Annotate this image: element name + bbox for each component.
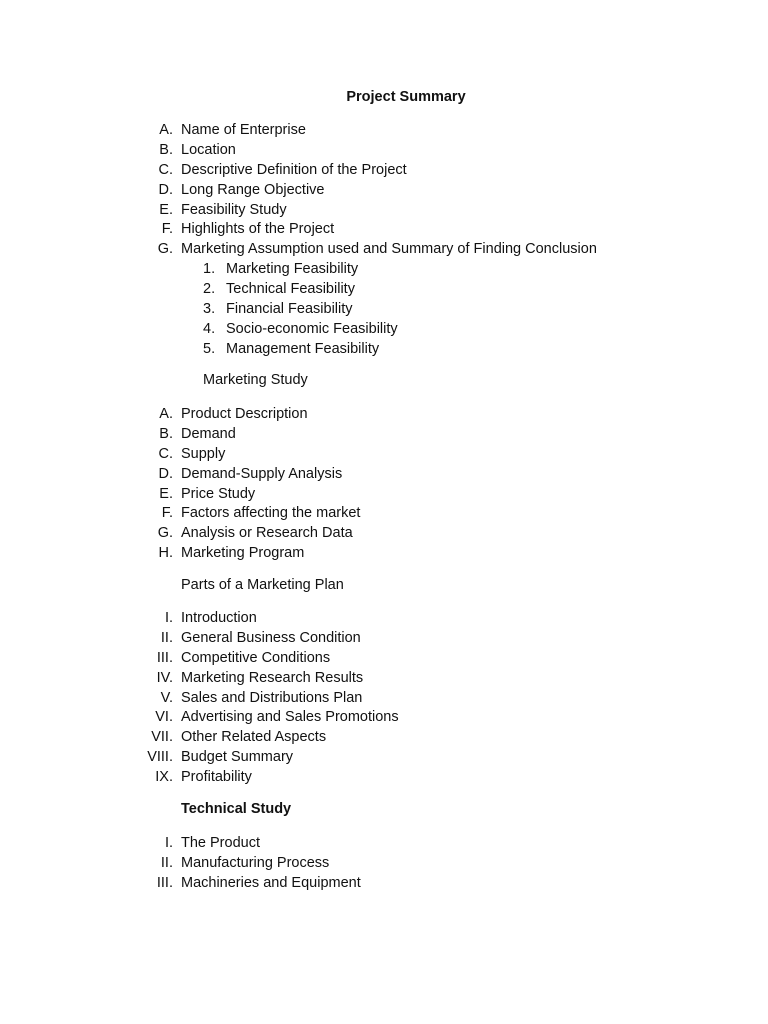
list-marker: VII.: [151, 729, 173, 746]
list-marker: IV.: [156, 669, 173, 686]
list-item-text: The Product: [181, 835, 260, 851]
list-marker: C.: [158, 161, 173, 178]
list-marker: II.: [160, 854, 173, 871]
list-item-text: Machineries and Equipment: [181, 874, 361, 891]
list-item-text: Feasibility Study: [181, 201, 287, 218]
list-marker: D.: [158, 181, 173, 198]
list-item-text: General Business Condition: [181, 629, 361, 646]
list-marker: 2.: [203, 280, 216, 297]
marketing-plan-heading: Parts of a Marketing Plan: [181, 577, 344, 593]
list-item-text: Supply: [181, 445, 226, 462]
list-marker: D.: [158, 465, 173, 482]
list-marker: 5.: [203, 340, 216, 357]
list-item-text: Other Related Aspects: [181, 729, 327, 746]
list-marker: A.: [159, 122, 173, 138]
list-item-text: Manufacturing Process: [181, 854, 330, 871]
list-marker: VIII.: [147, 749, 173, 766]
technical-study-heading: Technical Study: [181, 801, 292, 817]
list-item-text: Budget Summary: [181, 749, 294, 766]
list-item-text: Introduction: [181, 610, 257, 626]
list-item-text: Name of Enterprise: [181, 122, 306, 138]
marketing-study-heading: Marketing Study: [203, 372, 308, 388]
list-marker: F.: [161, 505, 173, 522]
page-title: Project Summary: [346, 89, 466, 105]
list-marker: G.: [157, 525, 173, 542]
list-marker: VI.: [155, 709, 173, 726]
list-marker: C.: [158, 445, 173, 462]
list-item-text: Technical Feasibility: [226, 280, 355, 297]
list-item-text: Financial Feasibility: [226, 300, 353, 317]
list-marker: 4.: [203, 320, 216, 337]
list-marker: 3.: [203, 300, 216, 317]
list-marker: B.: [159, 425, 173, 442]
list-marker: V.: [160, 689, 173, 706]
list-item-text: Marketing Research Results: [181, 669, 364, 686]
list-item-text: Demand: [181, 425, 236, 442]
list-item-text: Socio-economic Feasibility: [226, 320, 398, 337]
list-item-text: Management Feasibility: [226, 340, 380, 357]
list-marker: II.: [160, 629, 173, 646]
list-marker: IX.: [155, 769, 173, 786]
list-marker: 1.: [203, 261, 216, 277]
list-item-text: Long Range Objective: [181, 181, 325, 198]
list-marker: F.: [161, 221, 173, 238]
list-marker: G.: [157, 241, 173, 258]
list-item-text: Factors affecting the market: [181, 505, 361, 522]
list-marker: I.: [164, 835, 173, 851]
list-marker: III.: [156, 649, 173, 666]
list-marker: I.: [164, 610, 173, 626]
list-item-text: Marketing Program: [181, 545, 305, 562]
list-item-text: Profitability: [181, 769, 252, 786]
list-item-text: Marketing Assumption used and Summary of Finding Conclusion: [181, 241, 597, 258]
list-marker: H.: [158, 545, 173, 562]
list-item-text: Advertising and Sales Promotions: [181, 709, 399, 726]
list-item-text: Marketing Feasibility: [226, 261, 359, 277]
list-item-text: Product Description: [181, 406, 308, 422]
list-item-text: Analysis or Research Data: [181, 525, 353, 542]
list-marker: III.: [156, 874, 173, 891]
list-marker: A.: [159, 406, 173, 422]
list-item-text: Highlights of the Project: [181, 221, 335, 238]
list-marker: E.: [159, 201, 173, 218]
list-marker: B.: [159, 141, 173, 158]
list-item-text: Price Study: [181, 485, 256, 502]
list-item-text: Competitive Conditions: [181, 649, 331, 666]
list-item-text: Location: [181, 141, 236, 158]
list-item-text: Sales and Distributions Plan: [181, 689, 363, 706]
list-item-text: Demand-Supply Analysis: [181, 465, 343, 482]
list-marker: E.: [159, 485, 173, 502]
list-item-text: Descriptive Definition of the Project: [181, 161, 407, 178]
